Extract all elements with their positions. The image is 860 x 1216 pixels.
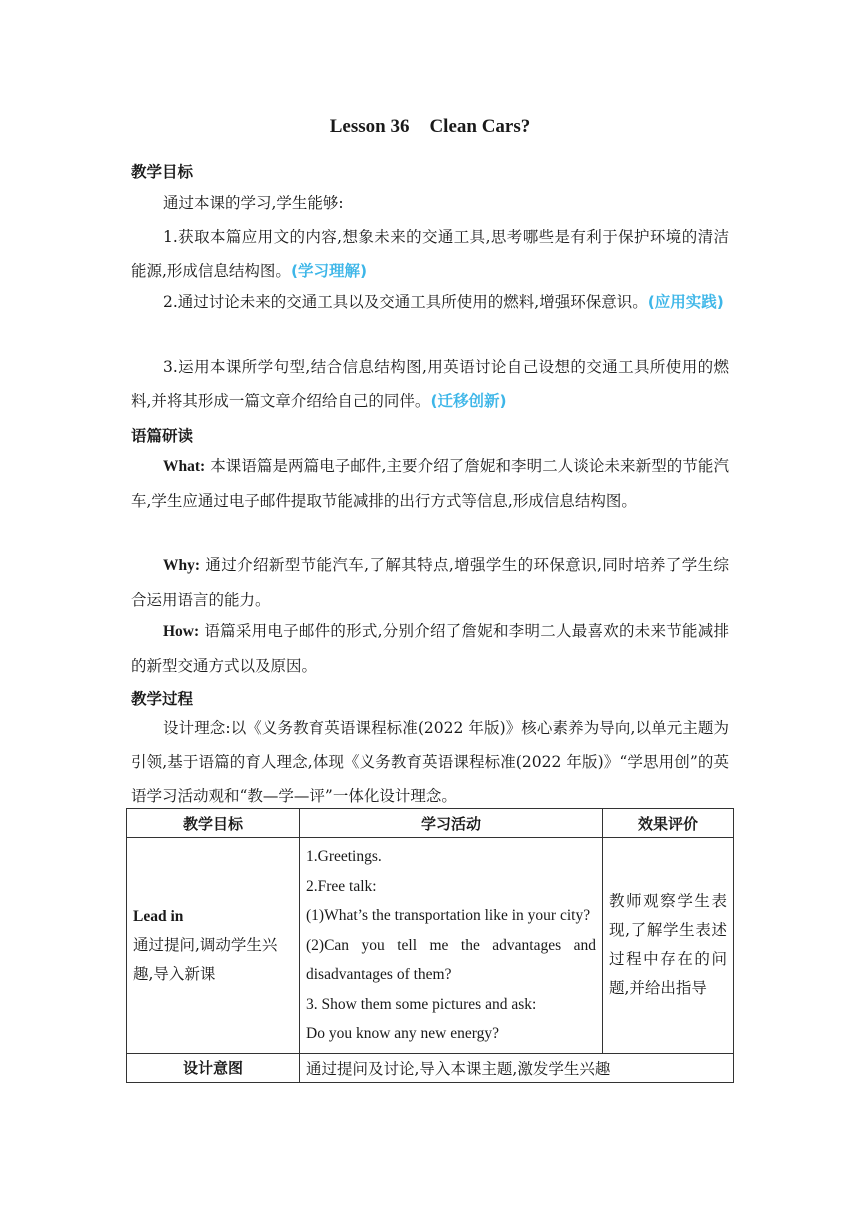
how-text: 语篇采用电子邮件的形式,分别介绍了詹妮和李明二人最喜欢的未来节能减排的新型交通方式以及原因。 (131, 622, 729, 675)
goal-item-3-tag: (迁移创新) (430, 392, 507, 410)
activity-line: (1)What’s the transportation like in your city? (306, 907, 591, 924)
design-row (127, 1053, 734, 1082)
table-header-row (127, 809, 734, 838)
activity-line: (2)Can you tell me the advantages and disadvantages of them? (306, 936, 596, 983)
analysis-why (131, 548, 729, 617)
how-label: How: (163, 623, 200, 640)
analysis-what (131, 449, 729, 518)
table-header-evaluation: 效果评价 (603, 809, 734, 838)
goal-text: 通过提问,调动学生兴趣,导入新课 (133, 935, 278, 983)
lesson-number: Lesson 36 (329, 116, 410, 137)
goal-item-3-text: 3.运用本课所学句型,结合信息结构图,用英语讨论自己设想的交通工具所使用的燃料,并将其形成一篇文章介绍给自己的同伴。 (131, 358, 729, 410)
goal-item-2 (131, 285, 729, 319)
goal-item-3 (131, 350, 729, 418)
lesson-name: Clean Cars? (429, 116, 531, 137)
goals-intro: 通过本课的学习,学生能够: (163, 194, 344, 212)
activity-line: 2.Free talk: (306, 877, 377, 895)
process-concept: 设计理念:以《义务教育英语课程标准(2022 年版)》核心素养为导向,以单元主题为引领,基于语篇的育人理念,体现《义务教育英语课程标准(2022 年版)》“学思用创”的英语学习活动观和“教—学—评”一体化设计理念。 (131, 719, 729, 805)
page-title (0, 116, 860, 138)
table-header-goal: 教学目标 (127, 809, 300, 838)
analysis-how (131, 614, 729, 683)
table-row (127, 838, 734, 1054)
design-label: 设计意图 (127, 1053, 300, 1082)
lesson-table (126, 808, 734, 1083)
goal-item-1 (131, 220, 729, 288)
table-header-activity: 学习活动 (300, 809, 603, 838)
activity-line: 1.Greetings. (306, 848, 382, 865)
evaluation-cell: 教师观察学生表现,了解学生表述过程中存在的问题,并给出指导 (603, 838, 734, 1054)
why-text: 通过介绍新型节能汽车,了解其特点,增强学生的环保意识,同时培养了学生综合运用语言的能力。 (131, 556, 729, 609)
goal-item-1-text: 1.获取本篇应用文的内容,想象未来的交通工具,思考哪些是有利于保护环境的清洁能源,形成信息结构图。 (131, 228, 729, 280)
goal-item-2-text: 2.通过讨论未来的交通工具以及交通工具所使用的燃料,增强环保意识。 (163, 293, 648, 311)
goals-heading: 教学目标 (131, 163, 194, 181)
activity-line: Do you know any new energy? (306, 1025, 499, 1042)
what-text: 本课语篇是两篇电子邮件,主要介绍了詹妮和李明二人谈论未来新型的节能汽车,学生应通过电子邮件提取节能减排的出行方式等信息,形成信息结构图。 (131, 457, 729, 510)
goal-item-2-tag: (应用实践) (647, 293, 724, 311)
goal-item-1-tag: (学习理解) (290, 262, 368, 280)
why-label: Why: (163, 557, 201, 574)
goal-lead: Lead in (133, 907, 184, 925)
activity-line: 3. Show them some pictures and ask: (306, 995, 537, 1013)
process-heading: 教学过程 (131, 690, 194, 708)
what-label: What: (163, 458, 206, 475)
goal-cell (127, 838, 300, 1054)
activity-cell (300, 838, 603, 1054)
design-text: 通过提问及讨论,导入本课主题,激发学生兴趣 (300, 1053, 734, 1082)
analysis-heading: 语篇研读 (131, 427, 194, 445)
